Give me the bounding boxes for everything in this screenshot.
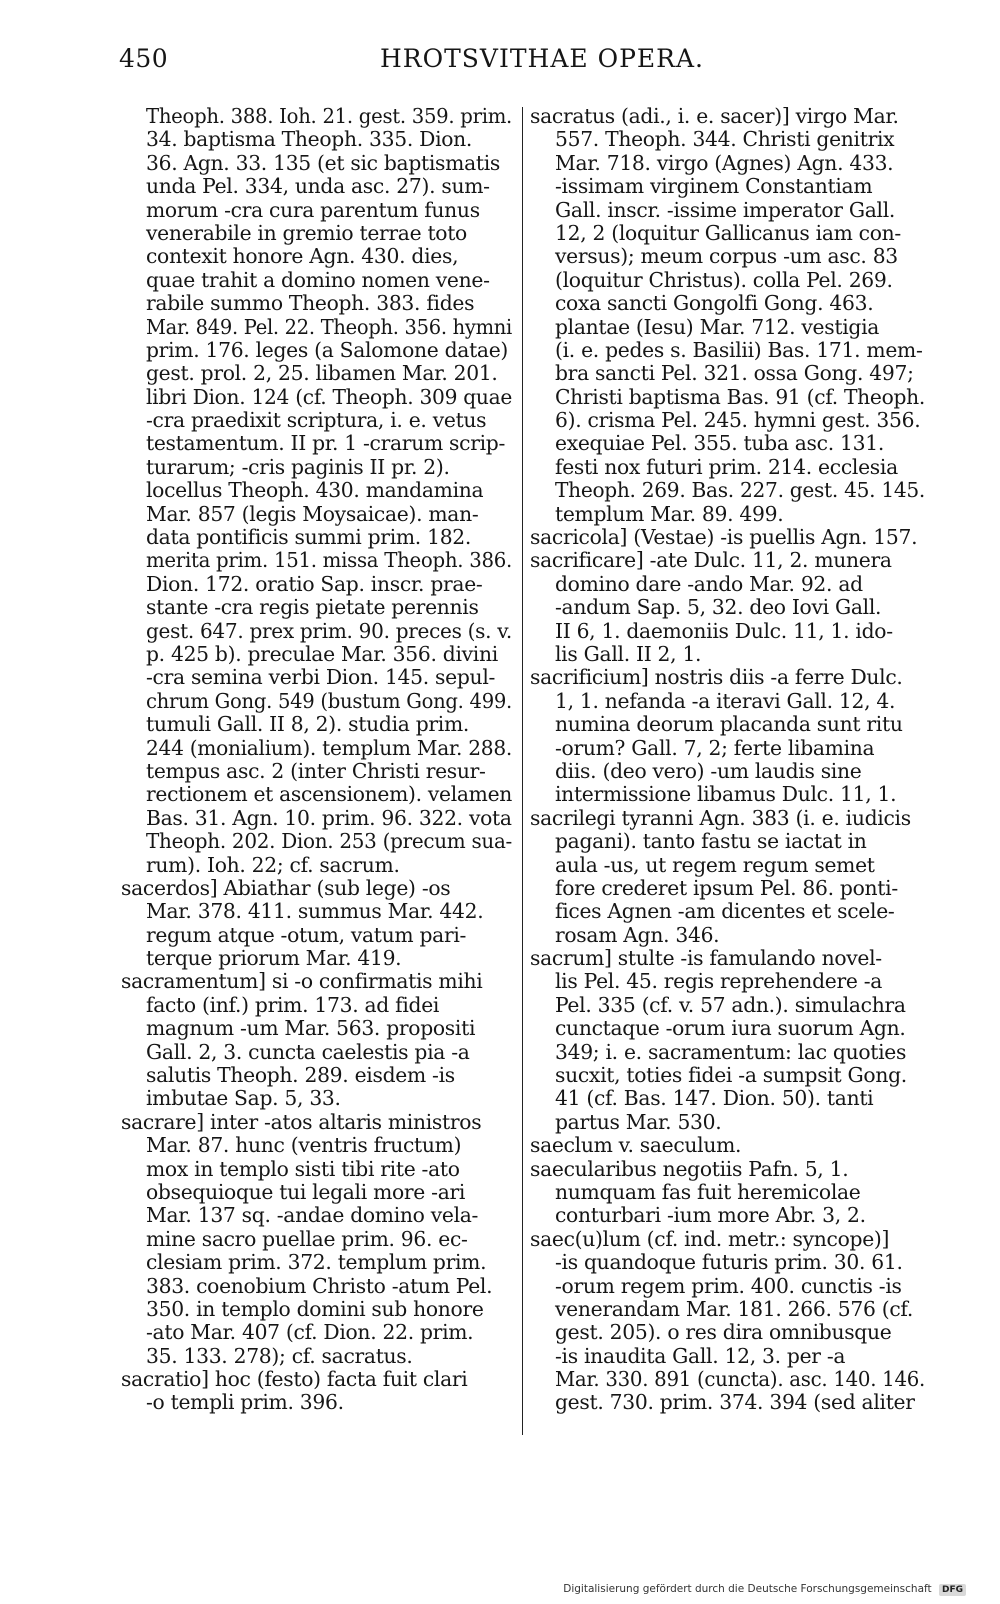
index-line: venerabile in gremio terrae toto: [146, 220, 467, 245]
index-line: data pontificis summi prim. 182.: [146, 525, 472, 550]
index-line: magnum -um Mar. 563. propositi: [146, 1016, 476, 1041]
index-entry-line: sacrilegi tyranni Agn. 383 (i. e. iudicis: [530, 805, 911, 830]
index-line: pagani). tanto fastu se iactat in: [555, 829, 867, 854]
index-entry-line: sacrificare] -ate Dulc. 11, 2. munera: [530, 548, 892, 573]
index-line: turarum; -cris paginis II pr. 2).: [146, 454, 450, 479]
index-line: 36. Agn. 33. 135 (et sic baptismatis: [146, 150, 501, 175]
index-entry-line: saecularibus negotiis Pafn. 5, 1.: [530, 1156, 849, 1181]
index-line: lis Pel. 45. regis reprehendere -a: [555, 969, 883, 994]
index-line: versus); meum corpus -um asc. 83: [555, 244, 898, 269]
dfg-logo: DFG: [939, 1584, 966, 1596]
index-line: 349; i. e. sacramentum: lac quoties: [555, 1039, 907, 1064]
left-column: [121, 105, 512, 1415]
index-line: numquam fas fuit heremicolae: [555, 1179, 861, 1204]
index-line: stante -cra regis pietate perennis: [146, 595, 479, 620]
index-line: Mar. 849. Pel. 22. Theoph. 356. hymni: [146, 314, 512, 339]
index-line: 383. coenobium Christo -atum Pel.: [146, 1273, 493, 1298]
index-line: Theoph. 269. Bas. 227. gest. 45. 145.: [555, 478, 925, 503]
index-line: Mar. 330. 891 (cuncta). asc. 140. 146.: [555, 1367, 925, 1392]
index-line: Mar. 137 sq. -andae domino vela-: [146, 1203, 479, 1228]
index-line: 350. in templo domini sub honore: [146, 1296, 484, 1321]
index-line: Pel. 335 (cf. v. 57 adn.). simulachra: [555, 992, 906, 1017]
index-line: 244 (monialium). templum Mar. 288.: [146, 735, 512, 760]
index-line: 557. Theoph. 344. Christi genitrix: [555, 127, 895, 152]
index-line: contexit honore Agn. 430. dies,: [146, 244, 459, 269]
index-line: Mar. 378. 411. summus Mar. 442.: [146, 899, 484, 924]
index-line: -cra praedixit scriptura, i. e. vetus: [146, 408, 487, 433]
index-line: rum). Ioh. 22; cf. sacrum.: [146, 852, 400, 877]
index-line: II 6, 1. daemoniis Dulc. 11, 1. ido-: [555, 618, 893, 643]
index-line: -cra semina verbi Dion. 145. sepul-: [146, 665, 496, 690]
index-line: intermissione libamus Dulc. 11, 1.: [555, 782, 897, 807]
index-line: -orum? Gall. 7, 2; ferte libamina: [555, 735, 875, 760]
index-line: chrum Gong. 549 (bustum Gong. 499.: [146, 688, 512, 713]
index-line: exequiae Pel. 355. tuba asc. 131.: [555, 431, 884, 456]
index-entry-line: sacramentum] si -o confirmatis mihi: [121, 969, 483, 994]
index-line: (loquitur Christus). colla Pel. 269.: [555, 267, 893, 292]
index-line: fices Agnen -am dicentes et scele-: [555, 899, 895, 924]
index-line: domino dare -ando Mar. 92. ad: [555, 571, 863, 596]
index-line: 1, 1. nefanda -a iteravi Gall. 12, 4.: [555, 688, 896, 713]
index-line: diis. (deo vero) -um laudis sine: [555, 758, 862, 783]
index-line: obsequioque tui legali more -ari: [146, 1179, 466, 1204]
index-line: Bas. 31. Agn. 10. prim. 96. 322. vota: [146, 805, 512, 830]
index-line: -o templi prim. 396.: [146, 1390, 344, 1415]
index-entry-line: sacrum] stulte -is famulando novel-: [530, 946, 882, 971]
index-line: Mar. 857 (legis Moysaicae). man-: [146, 501, 479, 526]
index-line: Gall. 2, 3. cuncta caelestis pia -a: [146, 1039, 470, 1064]
index-line: -issimam virginem Constantiam: [555, 174, 873, 199]
index-line: plantae (Iesu) Mar. 712. vestigia: [555, 314, 880, 339]
index-entry-line: saec(u)lum (cf. ind. metr.: syncope)]: [530, 1226, 890, 1251]
index-line: coxa sancti Gongolfi Gong. 463.: [555, 291, 874, 316]
index-line: Mar. 87. hunc (ventris fructum): [146, 1133, 462, 1158]
index-line: 35. 133. 278); cf. sacratus.: [146, 1343, 413, 1368]
index-line: tempus asc. 2 (inter Christi resur-: [146, 758, 486, 783]
index-line: (i. e. pedes s. Basilii) Bas. 171. mem-: [555, 337, 923, 362]
index-line: gest. 205). o res dira omnibusque: [555, 1320, 892, 1345]
index-line: -is quandoque futuris prim. 30. 61.: [555, 1250, 903, 1275]
index-line: merita prim. 151. missa Theoph. 386.: [146, 548, 512, 573]
index-line: Gall. inscr. -issime imperator Gall.: [555, 197, 896, 222]
index-line: rabile summo Theoph. 383. fides: [146, 291, 475, 316]
index-line: terque priorum Mar. 419.: [146, 946, 402, 971]
page-number: 450: [119, 44, 169, 73]
index-line: 12, 2 (loquitur Gallicanus iam con-: [555, 220, 901, 245]
index-line: aula -us, ut regem regum semet: [555, 852, 875, 877]
index-line: templum Mar. 89. 499.: [555, 501, 784, 526]
index-line: libri Dion. 124 (cf. Theoph. 309 quae: [146, 384, 512, 409]
index-line: testamentum. II pr. 1 -crarum scrip-: [146, 431, 506, 456]
index-line: Christi baptisma Bas. 91 (cf. Theoph.: [555, 384, 925, 409]
page-header: [0, 0, 1000, 100]
index-line: cunctaque -orum iura suorum Agn.: [555, 1016, 906, 1041]
index-line: clesiam prim. 372. templum prim.: [146, 1250, 487, 1275]
index-line: conturbari -ium more Abr. 3, 2.: [555, 1203, 866, 1228]
index-line: Mar. 718. virgo (Agnes) Agn. 433.: [555, 150, 894, 175]
index-line: Theoph. 388. Ioh. 21. gest. 359. prim.: [146, 104, 512, 128]
index-line: fore crederet ipsum Pel. 86. ponti-: [555, 875, 898, 900]
index-line: -is inaudita Gall. 12, 3. per -a: [555, 1343, 846, 1368]
index-line: bra sancti Pel. 321. ossa Gong. 497;: [555, 361, 914, 386]
index-line: 41 (cf. Bas. 147. Dion. 50). tanti: [555, 1086, 874, 1111]
index-line: gest. prol. 2, 25. libamen Mar. 201.: [146, 361, 498, 386]
index-line: -orum regem prim. 400. cunctis -is: [555, 1273, 902, 1298]
index-line: partus Mar. 530.: [555, 1109, 722, 1134]
index-line: sucxit, toties fidei -a sumpsit Gong.: [555, 1063, 907, 1088]
index-entry-line: sacerdos] Abiathar (sub lege) -os: [121, 875, 451, 900]
index-line: -ato Mar. 407 (cf. Dion. 22. prim.: [146, 1320, 474, 1345]
index-line: unda Pel. 334, unda asc. 27). sum-: [146, 174, 490, 199]
index-line: prim. 176. leges (a Salomone datae): [146, 337, 509, 362]
index-line: mox in templo sisti tibi rite -ato: [146, 1156, 460, 1181]
index-line: morum -cra cura parentum funus: [146, 197, 480, 222]
credit-text: Digitalisierung gefördert durch die Deutsche Forschungsgemeinschaft: [563, 1583, 932, 1595]
index-entry-line: saeclum v. saeculum.: [530, 1133, 742, 1158]
index-line: locellus Theoph. 430. mandamina: [146, 478, 484, 503]
index-line: numina deorum placanda sunt ritu: [555, 712, 903, 737]
index-entry-line: sacrificium] nostris diis -a ferre Dulc.: [530, 665, 903, 690]
running-title: HROTSVITHAE OPERA.: [380, 44, 704, 73]
index-line: imbutae Sap. 5, 33.: [146, 1086, 341, 1111]
index-line: -andum Sap. 5, 32. deo Iovi Gall.: [555, 595, 882, 620]
index-line: regum atque -otum, vatum pari-: [146, 922, 467, 947]
index-line: p. 425 b). preculae Mar. 356. divini: [146, 641, 498, 666]
digitization-credit: [563, 1583, 966, 1596]
index-line: venerandam Mar. 181. 266. 576 (cf.: [555, 1296, 914, 1321]
index-line: mine sacro puellae prim. 96. ec-: [146, 1226, 468, 1251]
index-line: gest. 647. prex prim. 90. preces (s. v.: [146, 618, 512, 643]
index-entry-line: sacratio] hoc (festo) facta fuit clari: [121, 1367, 468, 1392]
index-line: Dion. 172. oratio Sap. inscr. prae-: [146, 571, 483, 596]
index-line: Theoph. 202. Dion. 253 (precum sua-: [146, 829, 512, 854]
index-line: lis Gall. II 2, 1.: [555, 641, 702, 666]
right-column: [530, 105, 925, 1415]
index-line: 6). crisma Pel. 245. hymni gest. 356.: [555, 408, 921, 433]
index-line: rectionem et ascensionem). velamen: [146, 782, 512, 807]
index-line: 34. baptisma Theoph. 335. Dion.: [146, 127, 473, 152]
column-divider: [522, 107, 523, 1435]
index-line: rosam Agn. 346.: [555, 922, 720, 947]
index-entry-line: sacricola] (Vestae) -is puellis Agn. 157.: [530, 525, 918, 550]
index-line: gest. 730. prim. 374. 394 (sed aliter: [555, 1390, 915, 1415]
index-line: tumuli Gall. II 8, 2). studia prim.: [146, 712, 470, 737]
index-line: quae trahit a domino nomen vene-: [146, 267, 490, 292]
index-entry-line: sacrare] inter -atos altaris ministros: [121, 1109, 482, 1134]
index-line: salutis Theoph. 289. eisdem -is: [146, 1063, 455, 1088]
index-line: facto (inf.) prim. 173. ad fidei: [146, 992, 440, 1017]
index-line: festi nox futuri prim. 214. ecclesia: [555, 454, 898, 479]
index-entry-line: sacratus (adi., i. e. sacer)] virgo Mar.: [530, 104, 899, 128]
